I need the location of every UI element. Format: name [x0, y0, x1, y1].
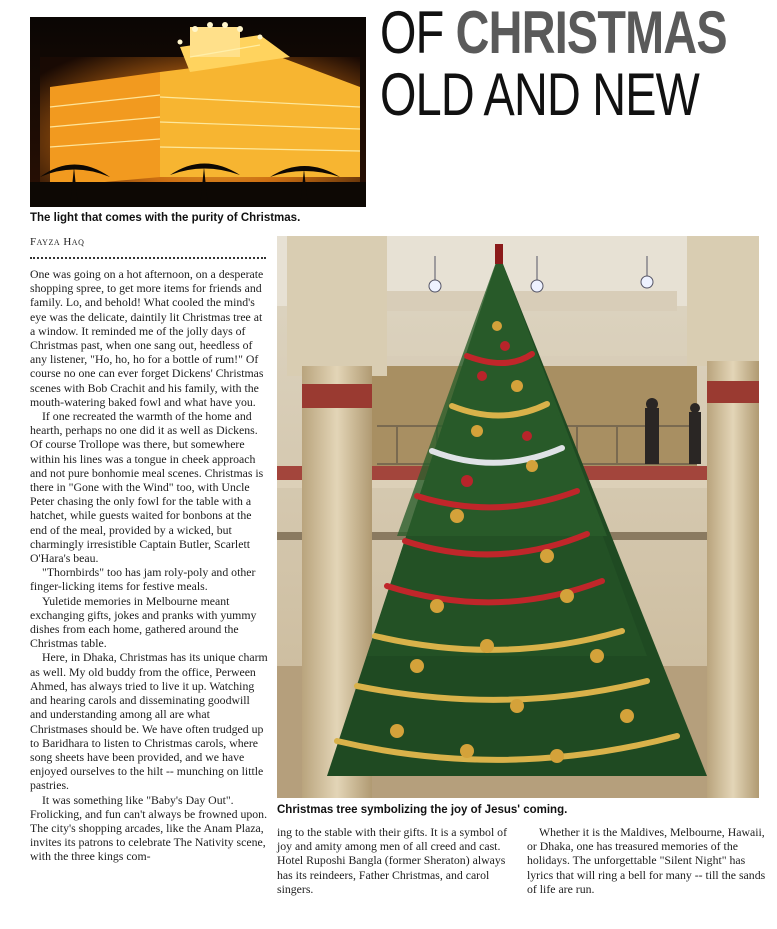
paragraph: One was going on a hot afternoon, on a desperate shopping spree, to get more items for friends and family. Lo, and behold! What cooled the mind's eye was the delicate, daintily lit Christmas tree at a window. It reminded me of the jolly days of Christmas past, when one sang out, heedless of any listener, "Ho, ho, ho for a bottle of rum!" Of course no one can ever forget Dickens' Christmas scenes with Bob Crachit and his family, with the mouth-watering baked fowl and what have you. — [30, 267, 264, 409]
body-column-middle — [277, 825, 517, 896]
body-column-right — [527, 825, 767, 896]
headline-prefix: OF — [380, 0, 456, 66]
paragraph: Whether it is the Maldives, Melbourne, Hawaii, or Dhaka, one has treasured memories of the holidays. The unforgettable "Silent Night" has lyrics that will ring a bell for many -- till the sands of life are run. — [527, 825, 766, 896]
tree-photo-caption: Christmas tree symbolizing the joy of Jesus' coming. — [277, 804, 568, 816]
paragraph: Yuletide memories in Melbourne meant exchanging gifts, jokes and pranks with yummy dishes from each home, gathered around the Christmas table. — [30, 593, 257, 651]
byline: Fayza Haq — [30, 236, 85, 248]
headline-line-1 — [380, 0, 727, 66]
top-photo-caption: The light that comes with the purity of Christmas. — [30, 212, 301, 224]
body-column-left — [30, 267, 268, 864]
headline-line-2: OLD AND NEW — [380, 61, 700, 128]
paragraph: If one recreated the warmth of the home and hearth, perhaps no one did it as well as Dickens. Of course Trollope was there, but somewhere within his lines was a tongue in cheek approach and not pure bonhomie meal scenes. Christmas is there in "Gone with the Wind" too, with Uncle Peter chasing the only fowl for the table with a hatchet, while guests waited for bonbons at the end of the meal, provided by a wicked, but charmingly irresistible Captain Butler, Scarlett O'Hara's beau. — [30, 409, 264, 566]
illuminated-building-photo — [30, 17, 366, 207]
paragraph: ing to the stable with their gifts. It is a symbol of joy and amity among men of all creed and cast. Hotel Ruposhi Bangla (former Sheraton) always has its reindeers, Father Christmas, and carol singers. — [277, 825, 508, 896]
byline-divider — [30, 257, 266, 259]
paragraph: It was something like "Baby's Day Out". Frolicking, and fun can't always be frowned upon. The city's shopping arcades, like the Anam Plaza, invites its patrons to celebrate The Nativity scene, with the three kings com- — [30, 792, 268, 864]
christmas-tree-atrium-photo — [277, 236, 759, 798]
headline-accent: CHRISTMAS — [455, 0, 727, 66]
paragraph: Here, in Dhaka, Christmas has its unique charm as well. My old buddy from the office, Perween Ahmed, has always tried to live it up. Watching and hearing carols and disseminating goodwill and understanding among all are what Christmases should be. We have often trudged up to Baridhara to listen to Christmas carols, where song sheets have been provided, and we have enjoyed ourselves to the hilt -- munching on little pastries. — [30, 650, 268, 793]
paragraph: "Thornbirds" too has jam roly-poly and other finger-licking items for festive meals. — [30, 565, 256, 594]
headline — [380, 0, 727, 128]
